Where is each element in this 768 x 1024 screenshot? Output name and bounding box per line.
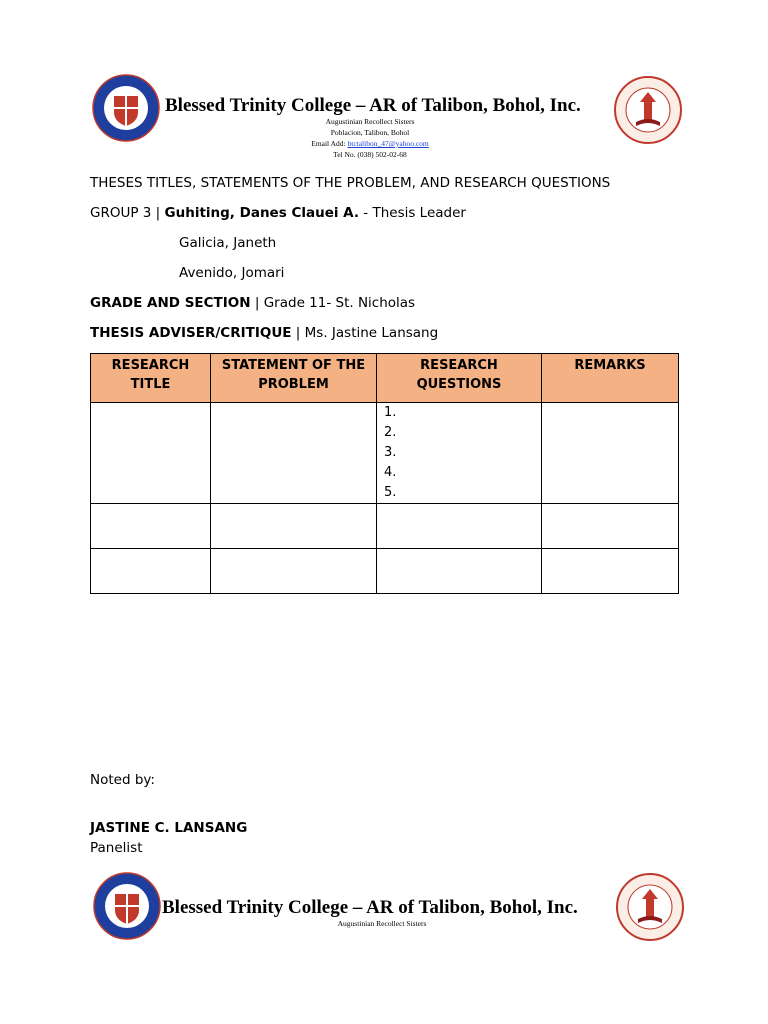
question-number: 4.	[384, 465, 397, 480]
cell-statement[interactable]	[211, 504, 377, 549]
cell-research-title[interactable]	[91, 403, 211, 504]
question-number: 3.	[384, 445, 397, 460]
adviser-line	[90, 325, 438, 341]
college-email	[280, 139, 460, 148]
header-research-questions: RESEARCH QUESTIONS	[377, 354, 542, 403]
congregation-seal-logo	[614, 76, 682, 144]
college-address: Poblacion, Talibon, Bohol	[330, 128, 410, 137]
cell-statement[interactable]	[211, 403, 377, 504]
footer-subtitle: Augustinian Recollect Sisters	[337, 919, 427, 928]
cell-remarks[interactable]	[542, 549, 679, 594]
college-name: Blessed Trinity College – AR of Talibon, Bohol, Inc.	[165, 95, 581, 116]
cell-questions[interactable]	[377, 504, 542, 549]
document-title: THESES TITLES, STATEMENTS OF THE PROBLEM, AND RESEARCH QUESTIONS	[90, 175, 611, 191]
college-seal-logo	[92, 74, 160, 142]
question-number: 1.	[384, 405, 397, 420]
college-tel: Tel No. (038) 502-02-68	[333, 150, 407, 159]
cell-research-title[interactable]	[91, 549, 211, 594]
member-name: Avenido, Jomari	[179, 265, 285, 281]
question-list	[377, 403, 541, 503]
college-seal-logo	[93, 872, 161, 940]
footer-college-name: Blessed Trinity College – AR of Talibon, Bohol, Inc.	[162, 897, 578, 918]
question-number: 5.	[384, 485, 397, 500]
thesis-table	[90, 353, 679, 594]
table-row	[91, 504, 679, 549]
header-statement-of-problem: STATEMENT OF THE PROBLEM	[211, 354, 377, 403]
member-name: Galicia, Janeth	[179, 235, 277, 251]
grade-label: GRADE AND SECTION	[90, 295, 251, 311]
congregation-seal-logo	[616, 873, 684, 941]
group-line	[90, 205, 466, 221]
grade-section-line	[90, 295, 415, 311]
leader-role: - Thesis Leader	[359, 205, 466, 221]
table-header-row	[91, 354, 679, 403]
email-label: Email Add:	[311, 139, 346, 148]
cell-remarks[interactable]	[542, 403, 679, 504]
noted-by-label: Noted by:	[90, 772, 155, 788]
signer-role: Panelist	[90, 840, 143, 856]
email-link[interactable]: btctalibon_47@yahoo.com	[347, 139, 429, 148]
header-research-title: RESEARCH TITLE	[91, 354, 211, 403]
header-remarks: REMARKS	[542, 354, 679, 403]
table-row	[91, 549, 679, 594]
leader-name: Guhiting, Danes Clauei A.	[164, 205, 360, 221]
college-subtitle: Augustinian Recollect Sisters	[325, 117, 415, 126]
adviser-label: THESIS ADVISER/CRITIQUE	[90, 325, 292, 341]
table-row	[91, 403, 679, 504]
cell-questions[interactable]	[377, 403, 542, 504]
signer-name: JASTINE C. LANSANG	[90, 820, 248, 836]
adviser-value: | Ms. Jastine Lansang	[291, 325, 439, 341]
question-number: 2.	[384, 425, 397, 440]
cell-questions[interactable]	[377, 549, 542, 594]
cell-research-title[interactable]	[91, 504, 211, 549]
group-label: GROUP 3 |	[90, 205, 161, 221]
cell-statement[interactable]	[211, 549, 377, 594]
grade-value: | Grade 11- St. Nicholas	[250, 295, 416, 311]
cell-remarks[interactable]	[542, 504, 679, 549]
